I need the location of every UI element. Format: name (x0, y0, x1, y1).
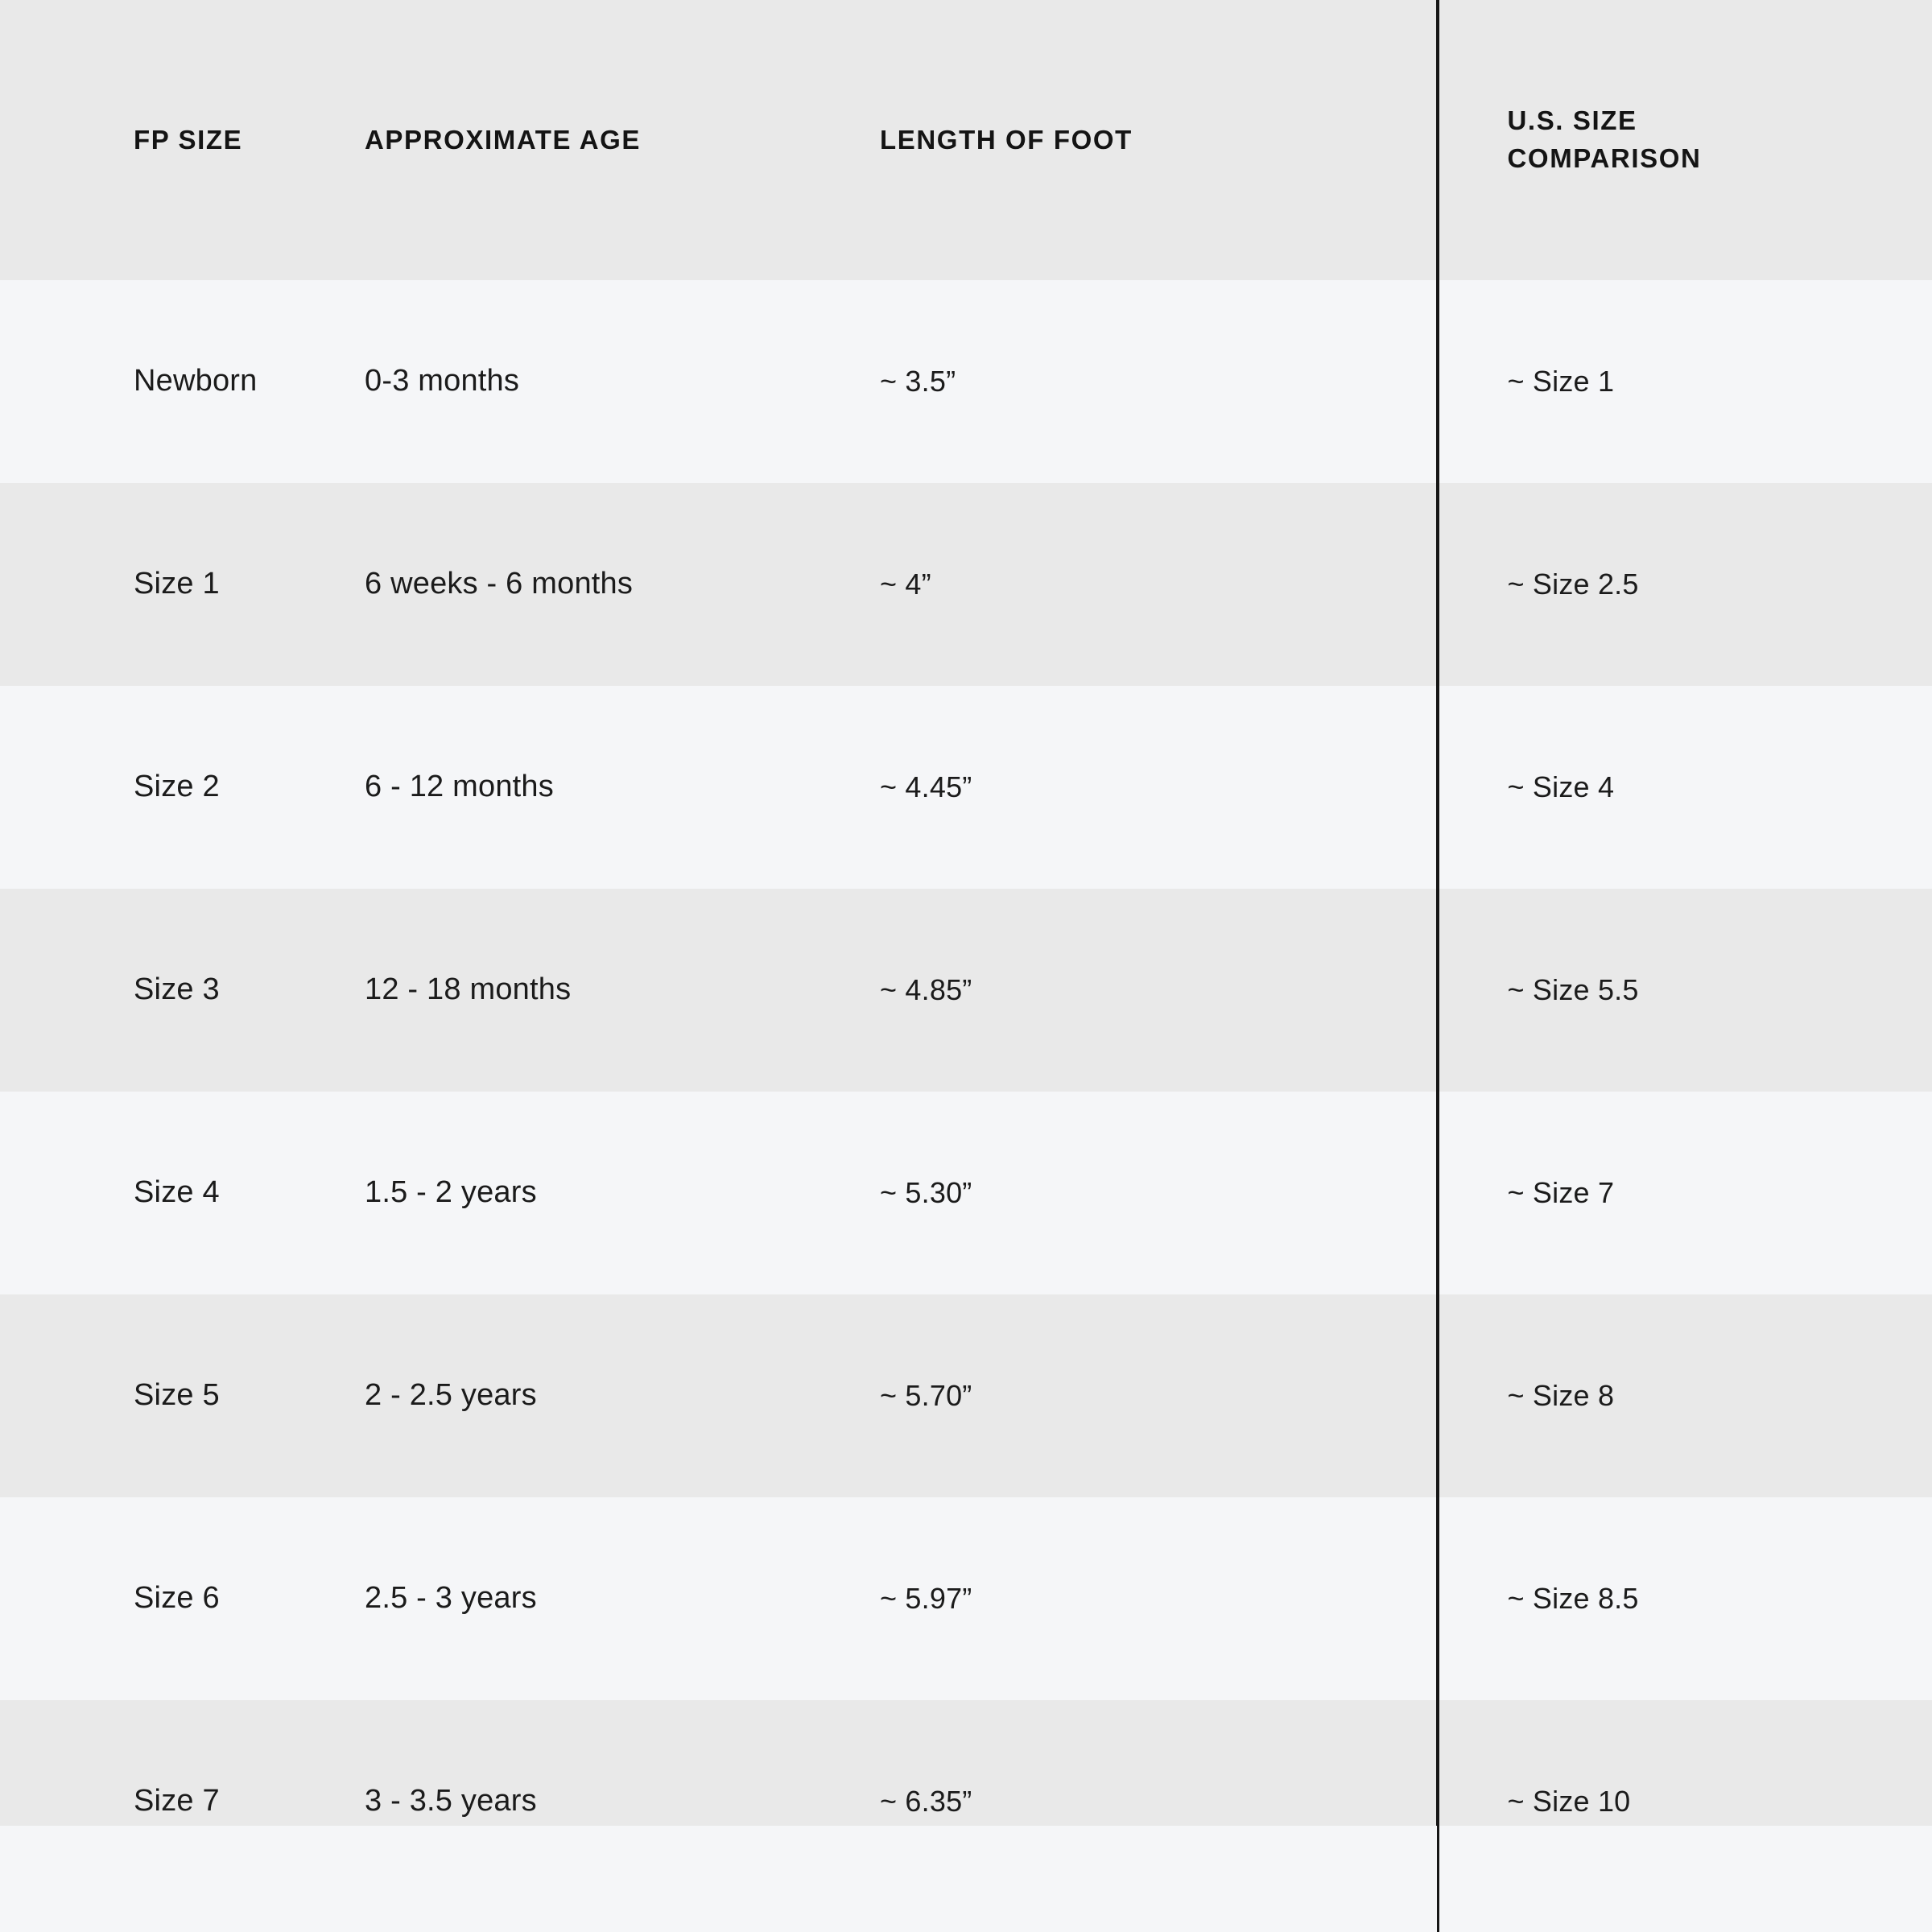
table-row (0, 1294, 1932, 1497)
cell-length-of-foot: ~ 6.35” (841, 1700, 1437, 1903)
column-header-length-of-foot-label: LENGTH OF FOOT (880, 124, 1133, 155)
cell-length-of-foot: ~ 5.97” (841, 1497, 1437, 1700)
cell-fp-size: Size 5 (0, 1294, 318, 1497)
column-header-length-of-foot (841, 0, 1437, 280)
cell-approximate-age: 6 - 12 months (318, 686, 841, 889)
cell-fp-size: Newborn (0, 280, 318, 483)
column-header-approximate-age (318, 0, 841, 280)
cell-approximate-age: 1.5 - 2 years (318, 1092, 841, 1294)
bottom-spacer (0, 1826, 1932, 1932)
cell-fp-size: Size 4 (0, 1092, 318, 1294)
table-row (0, 280, 1932, 483)
cell-us-size-comparison: ~ Size 8 (1437, 1294, 1932, 1497)
cell-fp-size: Size 2 (0, 686, 318, 889)
header-row (0, 0, 1932, 280)
cell-us-size-comparison: ~ Size 1 (1437, 280, 1932, 483)
table-row (0, 1497, 1932, 1700)
cell-length-of-foot: ~ 5.30” (841, 1092, 1437, 1294)
cell-approximate-age: 2.5 - 3 years (318, 1497, 841, 1700)
cell-fp-size: Size 6 (0, 1497, 318, 1700)
table-row (0, 889, 1932, 1092)
cell-length-of-foot: ~ 4” (841, 483, 1437, 686)
cell-approximate-age: 2 - 2.5 years (318, 1294, 841, 1497)
cell-us-size-comparison: ~ Size 2.5 (1437, 483, 1932, 686)
cell-approximate-age: 6 weeks - 6 months (318, 483, 841, 686)
cell-fp-size: Size 3 (0, 889, 318, 1092)
cell-us-size-comparison: ~ Size 10 (1437, 1700, 1932, 1903)
cell-length-of-foot: ~ 3.5” (841, 280, 1437, 483)
cell-length-of-foot: ~ 4.85” (841, 889, 1437, 1092)
cell-fp-size: Size 1 (0, 483, 318, 686)
cell-length-of-foot: ~ 5.70” (841, 1294, 1437, 1497)
cell-us-size-comparison: ~ Size 5.5 (1437, 889, 1932, 1092)
table-body (0, 280, 1932, 1903)
table-row (0, 1092, 1932, 1294)
cell-length-of-foot: ~ 4.45” (841, 686, 1437, 889)
column-header-us-size-comparison-line2: COMPARISON (1507, 143, 1702, 173)
cell-approximate-age: 0-3 months (318, 280, 841, 483)
cell-us-size-comparison: ~ Size 7 (1437, 1092, 1932, 1294)
column-header-us-size-comparison (1437, 0, 1932, 280)
column-header-us-size-comparison-line1: U.S. SIZE (1507, 105, 1637, 136)
cell-us-size-comparison: ~ Size 4 (1437, 686, 1932, 889)
table-header (0, 0, 1932, 280)
table-row (0, 686, 1932, 889)
cell-us-size-comparison: ~ Size 8.5 (1437, 1497, 1932, 1700)
cell-approximate-age: 3 - 3.5 years (318, 1700, 841, 1903)
cell-approximate-age: 12 - 18 months (318, 889, 841, 1092)
table-row (0, 483, 1932, 686)
column-header-fp-size-label: FP SIZE (134, 124, 243, 155)
column-header-fp-size (0, 0, 318, 280)
cell-fp-size: Size 7 (0, 1700, 318, 1903)
column-header-approximate-age-label: APPROXIMATE AGE (365, 124, 642, 155)
